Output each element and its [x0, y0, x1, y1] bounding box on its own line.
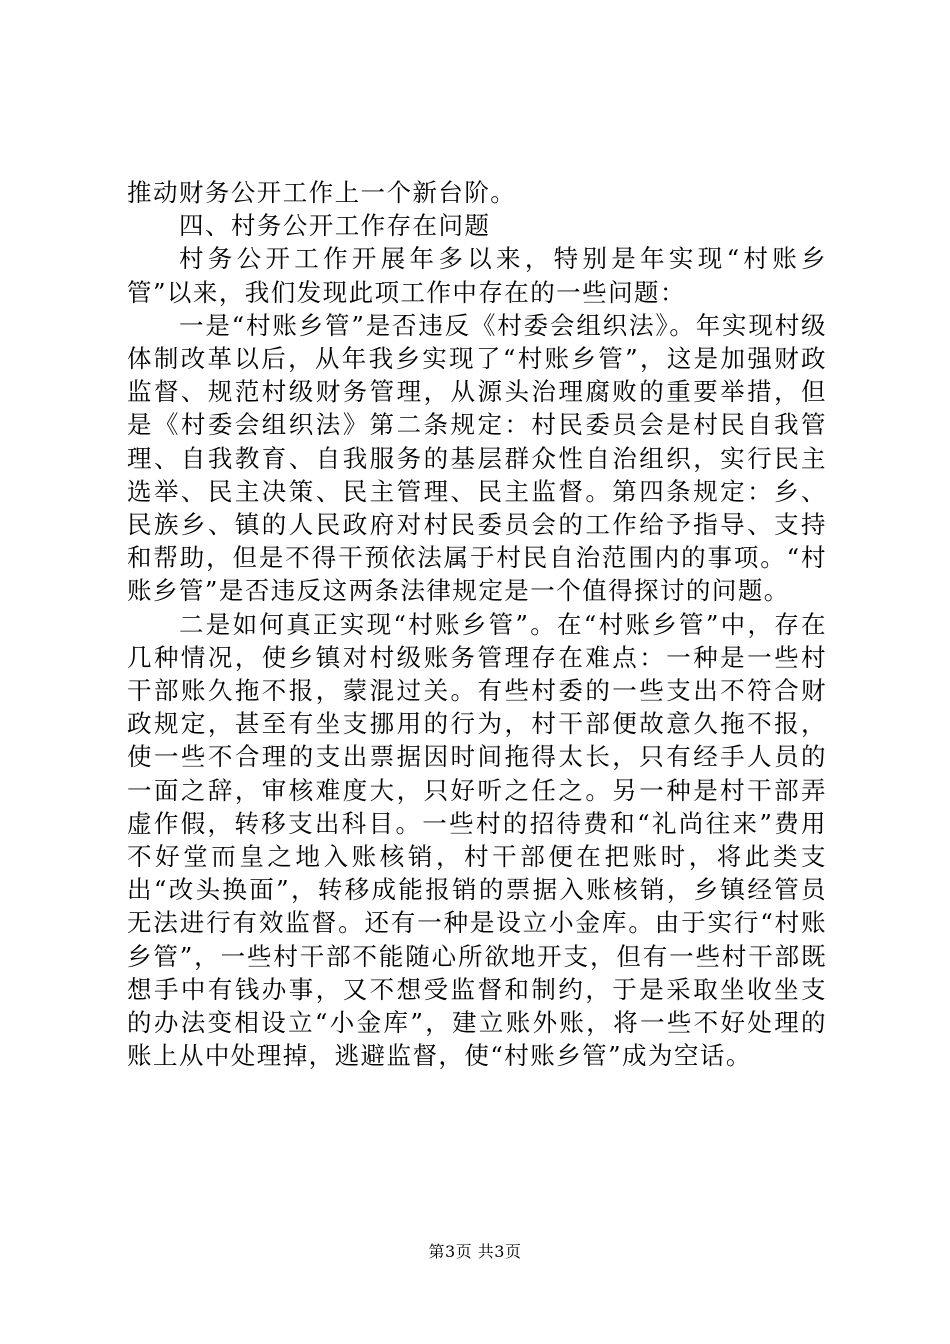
body-text: [127, 176, 827, 1072]
page-footer: 第3页 共3页: [428, 1242, 522, 1261]
paragraph-point-two: 二是如何真正实现“村账乡管”。在“村账乡管”中，存在几种情况，使乡镇对村级账务管理存在难点：一种是一些村干部账久拖不报，蒙混过关。有些村委的一些支出不符合财政规定，甚至有坐支挪用的行为，村干部便故意久拖不报，使一些不合理的支出票据因时间拖得太长，只有经手人员的一面之辞，审核难度大，只好听之任之。另一种是村干部弄虚作假，转移支出科目。一些村的招待费和“礼尚往来”费用不好堂而皇之地入账核销，村干部便在把账时，将此类支出“改头换面”，转移成能报销的票据入账核销，乡镇经管员无法进行有效监督。还有一种是设立小金库。由于实行“村账乡管”，一些村干部不能随心所欲地开支，但有一些村干部既想手中有钱办事，又不想受监督和制约，于是采取坐收坐支的办法变相设立“小金库”，建立账外账，将一些不好处理的账上从中处理掉，逃避监督，使“村账乡管”成为空话。: [127, 609, 827, 1071]
paragraph-intro: 村务公开工作开展年多以来，特别是年实现“村账乡管”以来，我们发现此项工作中存在的一些问题：: [127, 244, 827, 307]
section-heading: 四、村务公开工作存在问题: [179, 211, 491, 241]
paragraph-point-one: 一是“村账乡管”是否违反《村委会组织法》。年实现村级体制改革以后，从年我乡实现了“村账乡管”，这是加强财政监督、规范村级财务管理，从源头治理腐败的重要举措，但是《村委会组织法》第二条规定：村民委员会是村民自我管理、自我教育、自我服务的基层群众性自治组织，实行民主选举、民主决策、民主管理、民主监督。第四条规定：乡、民族乡、镇的人民政府对村民委员会的工作给予指导、支持和帮助，但是不得干预依法属于村民自治范围内的事项。“村账乡管”是否违反这两条法律规定是一个值得探讨的问题。: [127, 310, 827, 606]
paragraph-continuation: 推动财务公开工作上一个新台阶。: [127, 178, 517, 207]
